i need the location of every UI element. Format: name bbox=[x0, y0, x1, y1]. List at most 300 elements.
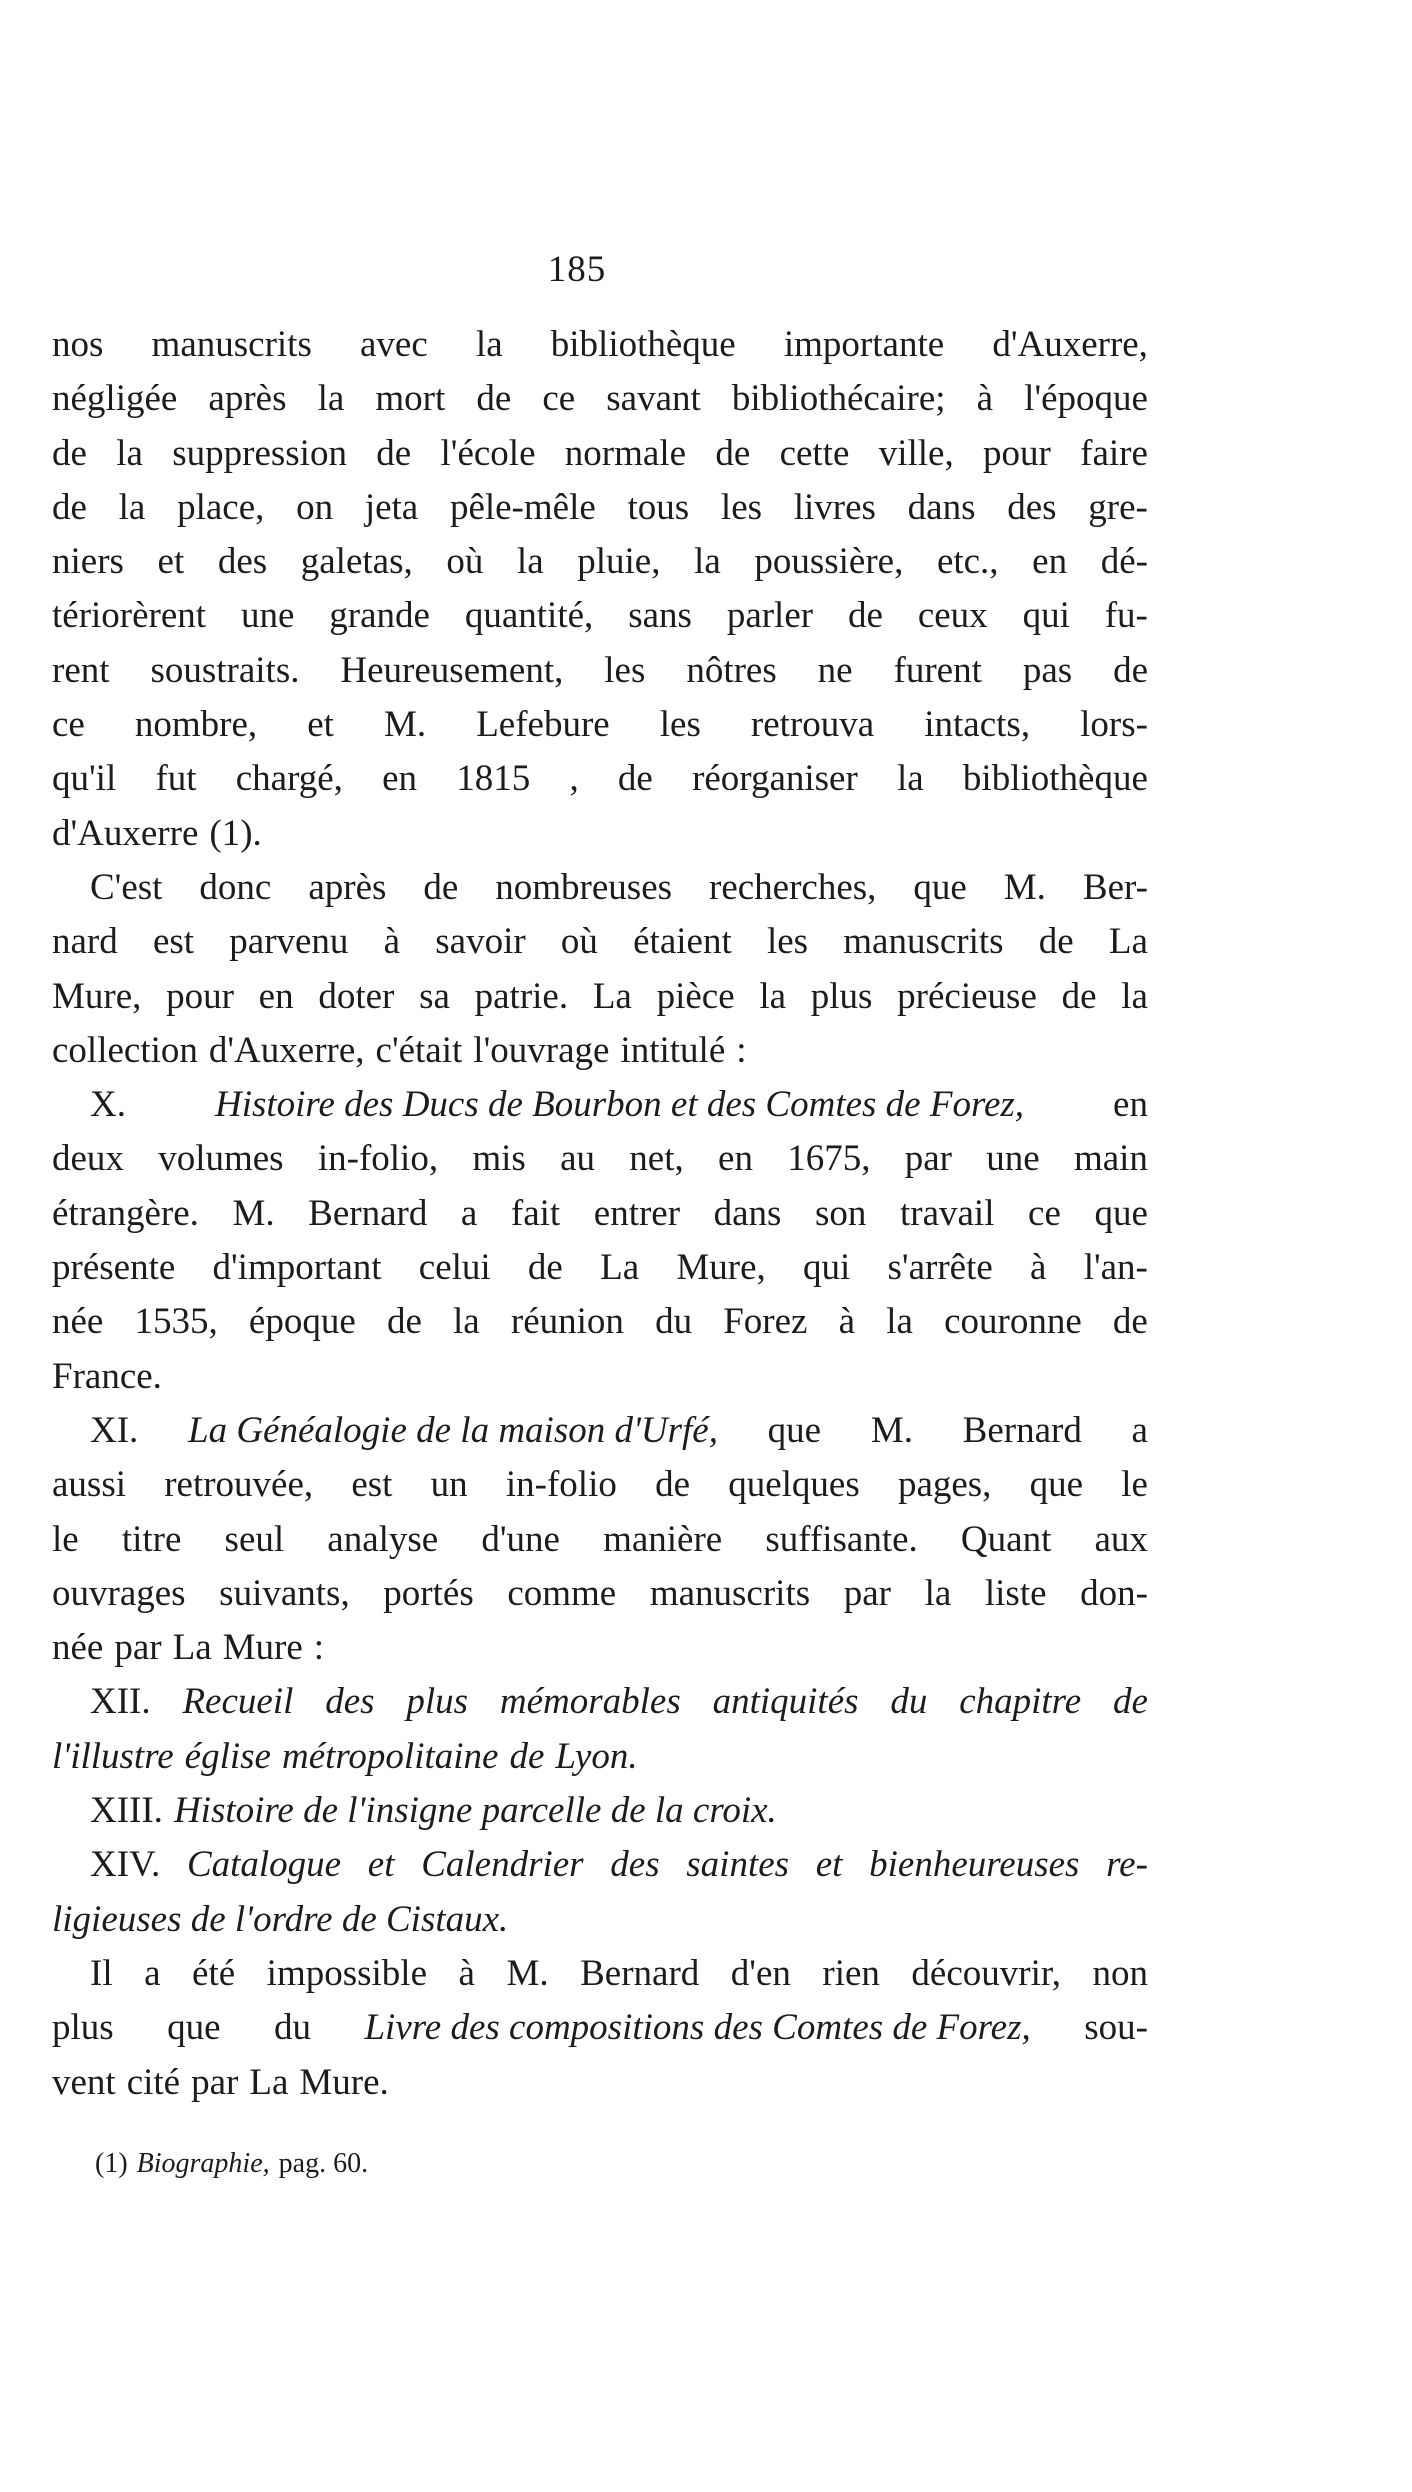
word: par bbox=[114, 1627, 162, 1669]
word: pour bbox=[166, 975, 234, 1017]
word: la bbox=[897, 758, 924, 800]
word: portés bbox=[383, 1572, 474, 1614]
word: antiquités bbox=[712, 1681, 859, 1723]
word: on bbox=[296, 486, 334, 528]
word: pour bbox=[983, 432, 1051, 474]
word: M. bbox=[506, 1952, 549, 1994]
word: , bbox=[569, 758, 579, 800]
word: Lyon. bbox=[555, 1735, 638, 1777]
word: sans bbox=[628, 595, 692, 637]
word: la bbox=[759, 975, 787, 1017]
word: net, bbox=[629, 1138, 684, 1180]
word: travail bbox=[899, 1192, 995, 1234]
word: in-folio, bbox=[317, 1138, 439, 1180]
text-line bbox=[52, 1132, 1148, 1186]
word: in-folio bbox=[505, 1464, 617, 1506]
text-line bbox=[52, 372, 1148, 426]
word: intacts, bbox=[924, 704, 1031, 746]
word: à bbox=[1030, 1247, 1047, 1289]
word: chargé, bbox=[235, 758, 343, 800]
word: savoir bbox=[435, 921, 526, 963]
word: la bbox=[1121, 975, 1148, 1017]
word: cette bbox=[779, 432, 850, 474]
word: d'une bbox=[481, 1518, 560, 1560]
word: découvrir, bbox=[911, 1952, 1061, 1994]
text-line bbox=[52, 1513, 1148, 1567]
word: normale bbox=[564, 432, 687, 474]
text-line bbox=[52, 1295, 1148, 1349]
word: M. bbox=[870, 1409, 913, 1451]
word: les bbox=[720, 486, 763, 528]
word: (1). bbox=[209, 812, 262, 854]
word: Bernard bbox=[308, 1192, 428, 1234]
word: a bbox=[144, 1952, 161, 1994]
word: deux bbox=[52, 1138, 124, 1180]
word: fu- bbox=[1104, 595, 1148, 637]
page-number: 185 bbox=[547, 249, 607, 290]
text-line bbox=[52, 589, 1148, 643]
word: du bbox=[274, 2007, 312, 2049]
word: de bbox=[376, 432, 412, 474]
word: d'Auxerre bbox=[52, 812, 199, 854]
word: manuscrits bbox=[151, 324, 312, 365]
word: nombreuses bbox=[495, 866, 673, 908]
text-line bbox=[52, 752, 1148, 806]
word: : bbox=[736, 1029, 747, 1071]
word: pêle-mêle bbox=[449, 486, 596, 528]
word: Bernard bbox=[962, 1409, 1082, 1451]
word: de bbox=[715, 432, 751, 474]
word: fait bbox=[510, 1192, 561, 1234]
word: de bbox=[52, 432, 87, 474]
word: des bbox=[217, 541, 268, 583]
text-line bbox=[52, 1621, 1148, 1675]
word: fut bbox=[155, 758, 197, 800]
text-line bbox=[52, 427, 1148, 481]
word: la bbox=[694, 541, 721, 583]
word: place, bbox=[177, 486, 265, 528]
word: intitulé bbox=[620, 1029, 726, 1071]
word: ligieuses de l'ordre de Cistaux. bbox=[52, 1898, 509, 1940]
word: les bbox=[659, 704, 701, 746]
word: suppression bbox=[172, 432, 347, 474]
word: vent bbox=[52, 2061, 116, 2103]
word: au bbox=[560, 1138, 596, 1180]
word: chapitre bbox=[959, 1681, 1082, 1723]
text-line bbox=[52, 1078, 1148, 1132]
word: Il bbox=[90, 1952, 113, 1994]
word: que bbox=[767, 1409, 822, 1451]
word: tous bbox=[627, 486, 690, 528]
text-line bbox=[52, 2056, 1148, 2110]
word: retrouvée, bbox=[164, 1464, 314, 1506]
word: des bbox=[610, 1844, 660, 1886]
word: ce bbox=[542, 378, 576, 420]
word: est bbox=[152, 921, 195, 963]
word: nos bbox=[52, 324, 104, 365]
word: livres bbox=[793, 486, 876, 528]
word: en bbox=[1032, 541, 1068, 583]
word: que bbox=[167, 2007, 221, 2049]
text-line bbox=[52, 1404, 1148, 1458]
word: la bbox=[516, 541, 544, 583]
word: lors- bbox=[1080, 704, 1148, 746]
word: quelques bbox=[728, 1464, 860, 1506]
word: M. bbox=[383, 704, 427, 746]
word: la bbox=[116, 432, 143, 474]
text-line bbox=[52, 970, 1148, 1024]
word: les bbox=[604, 649, 646, 691]
word: Forez bbox=[723, 1301, 808, 1343]
text-line bbox=[52, 1567, 1148, 1621]
word: 1675, bbox=[787, 1138, 871, 1180]
text-line bbox=[52, 1838, 1148, 1892]
word: poussière, bbox=[754, 541, 904, 583]
word: et bbox=[815, 1844, 843, 1886]
word: Lefebure bbox=[476, 704, 610, 746]
word: France. bbox=[52, 1355, 162, 1397]
word: comme bbox=[507, 1572, 617, 1614]
word: re- bbox=[1106, 1844, 1148, 1886]
word: par bbox=[904, 1138, 952, 1180]
word: M. bbox=[1003, 866, 1046, 908]
word: La bbox=[600, 1247, 640, 1289]
word: Catalogue bbox=[186, 1844, 342, 1886]
word: analyse bbox=[327, 1518, 439, 1560]
word: pages, bbox=[897, 1464, 992, 1506]
word: son bbox=[815, 1192, 867, 1234]
word: XIII. bbox=[90, 1790, 163, 1832]
word: sa bbox=[419, 975, 450, 1017]
word: à bbox=[383, 921, 401, 963]
word: XIV. bbox=[90, 1844, 161, 1886]
word: pas bbox=[1022, 649, 1073, 691]
word: de bbox=[1113, 649, 1148, 691]
word: importante bbox=[783, 324, 945, 365]
word: présente bbox=[52, 1247, 176, 1289]
text-line bbox=[52, 1784, 1148, 1838]
word: don- bbox=[1080, 1572, 1148, 1614]
word: où bbox=[560, 921, 598, 963]
word: de bbox=[52, 486, 87, 528]
word: née bbox=[52, 1627, 104, 1669]
word: impossible bbox=[266, 1952, 428, 1994]
word: à bbox=[838, 1301, 856, 1343]
word: saintes bbox=[686, 1844, 790, 1886]
word: M. bbox=[232, 1192, 275, 1234]
word: recherches, bbox=[709, 866, 877, 908]
word: Recueil bbox=[182, 1681, 294, 1723]
text-line bbox=[52, 1458, 1148, 1512]
word: nôtres bbox=[686, 649, 777, 691]
word: l'illustre bbox=[52, 1735, 174, 1777]
word: furent bbox=[893, 649, 982, 691]
word: d'en bbox=[730, 1952, 791, 1994]
word: après bbox=[308, 866, 387, 908]
text-line bbox=[52, 1893, 1148, 1947]
word: : bbox=[313, 1627, 325, 1669]
word: 1815 bbox=[456, 758, 531, 800]
word: les bbox=[766, 921, 809, 963]
word: la bbox=[475, 324, 503, 365]
word: s'arrête bbox=[887, 1247, 993, 1289]
word: la bbox=[453, 1301, 480, 1343]
word: manuscrits bbox=[843, 921, 1004, 963]
word: et bbox=[307, 704, 334, 746]
word: ne bbox=[817, 649, 853, 691]
word: Mure. bbox=[299, 2061, 389, 2103]
text-line bbox=[52, 1947, 1148, 2001]
word: l'ouvrage bbox=[473, 1029, 610, 1071]
word: manière bbox=[603, 1518, 723, 1560]
word: en bbox=[1113, 1084, 1148, 1126]
word: de bbox=[423, 866, 459, 908]
word: une bbox=[240, 595, 295, 637]
word: X. bbox=[90, 1084, 126, 1126]
word: Mure, bbox=[676, 1247, 766, 1289]
word: Histoire des Ducs de Bourbon et des Comtes de Forez, bbox=[214, 1084, 1025, 1126]
word: par bbox=[843, 1572, 891, 1614]
word: Ber- bbox=[1082, 866, 1148, 908]
word: cité bbox=[126, 2061, 181, 2103]
word: Heureusement, bbox=[340, 649, 564, 691]
word: suffisante. bbox=[765, 1518, 918, 1560]
word: réorganiser bbox=[692, 758, 858, 800]
word: de bbox=[847, 595, 883, 637]
word: ville, bbox=[878, 432, 954, 474]
word: bienheureuses bbox=[869, 1844, 1080, 1886]
word: ce bbox=[52, 704, 85, 746]
word: c'était bbox=[375, 1029, 463, 1071]
word: titre bbox=[121, 1518, 182, 1560]
word: nombre, bbox=[134, 704, 258, 746]
word: étaient bbox=[633, 921, 732, 963]
word: a bbox=[1131, 1409, 1148, 1451]
word: volumes bbox=[158, 1138, 284, 1180]
word: que bbox=[1029, 1464, 1084, 1506]
footnote bbox=[95, 2144, 368, 2184]
word: de bbox=[1112, 1681, 1148, 1723]
word: des bbox=[325, 1681, 375, 1723]
word: plus bbox=[52, 2007, 114, 2049]
word: de bbox=[1038, 921, 1074, 963]
word: le bbox=[52, 1518, 79, 1560]
word: une bbox=[986, 1138, 1040, 1180]
word: aussi bbox=[52, 1464, 126, 1506]
word: La Généalogie de la maison d'Urfé, bbox=[188, 1409, 718, 1451]
word: et bbox=[367, 1844, 395, 1886]
text-line bbox=[52, 1350, 1148, 1404]
word: savant bbox=[606, 378, 701, 420]
word: parvenu bbox=[229, 921, 349, 963]
word: d'Auxerre, bbox=[992, 324, 1148, 365]
word: niers bbox=[52, 541, 124, 583]
word: sou- bbox=[1084, 2007, 1148, 2049]
text-line bbox=[52, 1187, 1148, 1241]
word: la bbox=[317, 378, 345, 420]
word: tériorèrent bbox=[52, 595, 207, 637]
word: dans bbox=[907, 486, 976, 528]
word: négligée bbox=[52, 378, 178, 420]
word: parler bbox=[726, 595, 814, 637]
word: de bbox=[655, 1464, 690, 1506]
word: mémorables bbox=[499, 1681, 681, 1723]
word: bibliothécaire; bbox=[731, 378, 946, 420]
word: qui bbox=[803, 1247, 851, 1289]
word: de bbox=[1112, 1301, 1148, 1343]
word: nard bbox=[52, 921, 118, 963]
word: gre- bbox=[1088, 486, 1148, 528]
footnote-marker: (1) bbox=[95, 2148, 128, 2179]
word: mort bbox=[375, 378, 446, 420]
word: à bbox=[976, 378, 994, 420]
word: La bbox=[592, 975, 632, 1017]
word: a bbox=[460, 1192, 478, 1234]
word: époque bbox=[248, 1301, 356, 1343]
word: et bbox=[157, 541, 185, 583]
word: jeta bbox=[364, 486, 419, 528]
word: doter bbox=[318, 975, 395, 1017]
text-line bbox=[52, 1241, 1148, 1295]
word: par bbox=[191, 2061, 239, 2103]
word: métropolitaine bbox=[281, 1735, 499, 1777]
word: qu'il bbox=[52, 758, 117, 800]
word: de bbox=[509, 1735, 545, 1777]
word: main bbox=[1073, 1138, 1148, 1180]
word: en bbox=[382, 758, 418, 800]
word: seul bbox=[224, 1518, 285, 1560]
word: du bbox=[890, 1681, 928, 1723]
word: est bbox=[351, 1464, 393, 1506]
word: La bbox=[172, 1627, 212, 1669]
word: avec bbox=[360, 324, 428, 365]
text-line bbox=[52, 1730, 1148, 1784]
word: été bbox=[192, 1952, 236, 1994]
word: soustraits. bbox=[150, 649, 300, 691]
text-line bbox=[52, 915, 1148, 969]
footnote-reference: pag. 60. bbox=[278, 2148, 369, 2179]
word: plus bbox=[810, 975, 873, 1017]
word: la bbox=[118, 486, 146, 528]
word: ouvrages bbox=[52, 1572, 186, 1614]
word: collection bbox=[52, 1029, 198, 1071]
word: C'est bbox=[90, 866, 163, 908]
text-line bbox=[52, 1675, 1148, 1729]
text-line bbox=[52, 318, 1148, 372]
word: La bbox=[249, 2061, 289, 2103]
word: entrer bbox=[593, 1192, 681, 1234]
word: l'époque bbox=[1024, 378, 1148, 420]
word: Quant bbox=[960, 1518, 1052, 1560]
word: que bbox=[913, 866, 967, 908]
word: église bbox=[184, 1735, 271, 1777]
word: de bbox=[386, 1301, 422, 1343]
word: etc., bbox=[936, 541, 999, 583]
word: galetas, bbox=[300, 541, 413, 583]
text-line bbox=[52, 644, 1148, 698]
word: en bbox=[718, 1138, 753, 1180]
word: manuscrits bbox=[649, 1572, 811, 1614]
footnote-title: Biographie, bbox=[136, 2148, 270, 2179]
word: pièce bbox=[656, 975, 735, 1017]
body-text bbox=[52, 318, 1148, 2110]
word: Livre des compositions des Comtes de Forez, bbox=[364, 2007, 1031, 2049]
word: faire bbox=[1080, 432, 1148, 474]
word: patrie. bbox=[474, 975, 569, 1017]
word: de bbox=[527, 1247, 563, 1289]
word: dans bbox=[713, 1192, 782, 1234]
text-line bbox=[52, 807, 1148, 861]
word: Bernard bbox=[580, 1952, 700, 1994]
word: Mure, bbox=[52, 975, 142, 1017]
word: dé- bbox=[1100, 541, 1148, 583]
word: réunion bbox=[510, 1301, 624, 1343]
word: de bbox=[476, 378, 512, 420]
word: Calendrier bbox=[421, 1844, 584, 1886]
word: de bbox=[1061, 975, 1097, 1017]
word: plus bbox=[406, 1681, 469, 1723]
text-line bbox=[52, 535, 1148, 589]
word: XII. bbox=[90, 1681, 151, 1723]
word: bibliothèque bbox=[550, 324, 736, 365]
word: Histoire de l'insigne parcelle de la croix. bbox=[173, 1790, 777, 1832]
word: l'école bbox=[440, 432, 536, 474]
word: l'an- bbox=[1083, 1247, 1148, 1289]
word: un bbox=[430, 1464, 468, 1506]
word: née bbox=[52, 1301, 104, 1343]
word: quantité, bbox=[464, 595, 594, 637]
word: du bbox=[655, 1301, 693, 1343]
word: 1535, bbox=[134, 1301, 218, 1343]
word: la bbox=[924, 1572, 952, 1614]
word: retrouva bbox=[750, 704, 875, 746]
word: XI. bbox=[90, 1409, 139, 1451]
word: qui bbox=[1022, 595, 1070, 637]
word: mis bbox=[472, 1138, 526, 1180]
word: couronne bbox=[944, 1301, 1082, 1343]
word: la bbox=[886, 1301, 913, 1343]
text-line bbox=[52, 698, 1148, 752]
word: suivants, bbox=[219, 1572, 350, 1614]
word: grande bbox=[329, 595, 430, 637]
word: bibliothèque bbox=[962, 758, 1148, 800]
word: étrangère. bbox=[52, 1192, 199, 1234]
word: de bbox=[617, 758, 653, 800]
word: à bbox=[458, 1952, 475, 1994]
word: d'Auxerre, bbox=[208, 1029, 365, 1071]
word: liste bbox=[984, 1572, 1047, 1614]
word: après bbox=[208, 378, 287, 420]
word: où bbox=[446, 541, 484, 583]
word: Mure bbox=[222, 1627, 303, 1669]
word: La bbox=[1108, 921, 1148, 963]
text-line bbox=[52, 481, 1148, 535]
text-line bbox=[52, 2001, 1148, 2055]
word: rent bbox=[52, 649, 110, 691]
word: pluie, bbox=[577, 541, 661, 583]
word: ce bbox=[1028, 1192, 1061, 1234]
word: celui bbox=[418, 1247, 491, 1289]
word: aux bbox=[1094, 1518, 1148, 1560]
word: non bbox=[1092, 1952, 1148, 1994]
word: précieuse bbox=[897, 975, 1037, 1017]
word: d'important bbox=[212, 1247, 382, 1289]
word: que bbox=[1094, 1192, 1148, 1234]
word: rien bbox=[822, 1952, 880, 1994]
word: le bbox=[1121, 1464, 1148, 1506]
word: donc bbox=[199, 866, 272, 908]
word: en bbox=[258, 975, 294, 1017]
